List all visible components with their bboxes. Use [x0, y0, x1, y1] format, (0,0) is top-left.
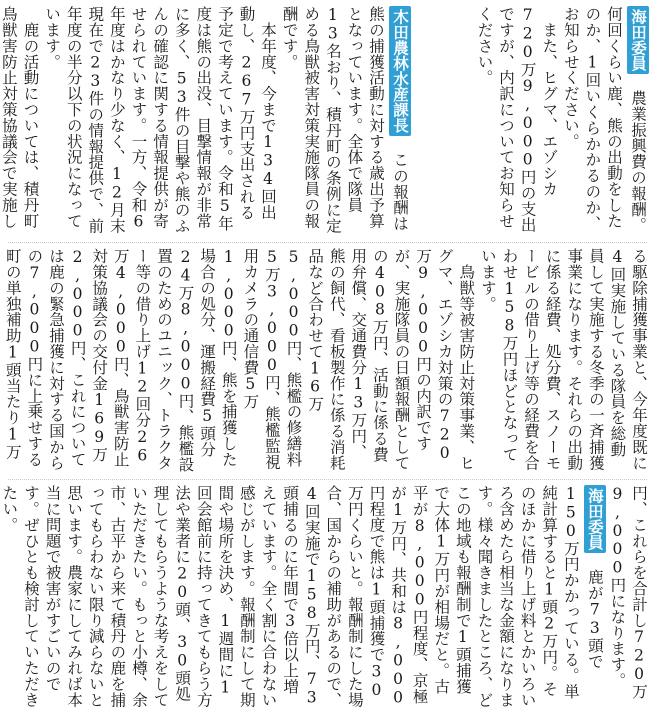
speaker-badge: 木田農林水産課長 [389, 6, 411, 136]
section-divider-1 [8, 242, 647, 243]
speaker-badge: 海田委員 [627, 6, 649, 74]
question-top-right [417, 6, 649, 236]
paragraph: 鹿が73頭で150万円かかっている。単純計算すると1頭2万円。そのほかに借り上げ料とかいろいろ含めたら相当な金額になります。様々聞きましたところ、どこの地域も報酬制で1頭捕獲で大体1万円が相場だと。古平が8,000円程度、京極が1万円、共和は8,000円程度で熊は1頭捕獲で30万円くらいと。報酬制にした場合、国からの補助があるので、4回実施で158万円、73頭捕るのに年間で3倍以上増えています。全く割に合わない感じがします。報酬制にして期間や場所を決め、1週間に1回会館前に持ってきてもらう方法や業者に20頭、30頭処理してもらうような考えをしていただきたい。もっと小樽、余市、古平から来て積丹の鹿を捕ってもらわない限り減らないと思います。農家にしてみれば本当に問題で被害がすごいのです。ぜひとも検討していただきたい。 [0, 485, 604, 708]
answer-middle [3, 248, 649, 473]
answer-top-left [0, 6, 411, 236]
paragraph: 鹿の活動については、積丹町鳥獣害防止対策協議会で実施し [0, 6, 40, 229]
paragraph: この報酬は熊の捕獲活動に対する歳出予算となっています。全体で隊員13名おり、積丹町の条例に定める鳥獣被害対策実施隊員の報酬です。 [280, 6, 409, 234]
bottom-section [0, 485, 649, 708]
paragraph: 鳥獣等被害防止対策事業、ヒグマ、エゾシカ対策の720万9,000円の内訳ですが、実施隊員の日額報酬としての408万円、活動に係る費用弁償、交通費分13万円、熊の飼代、看板製作に係る消耗品など合わせて16万5,000円、熊檻の修繕料5万3,000円、熊檻監視用カメラの通信費5万1,000円、熊を捕獲した場合の処分、運搬経費5頭分24万8,000円、熊檻設置のためのユニック、トラクター等の借り上げ12回分26万4,000円、鳥獣害防止対策協議会の交付金169万2,000円、これについては鹿の緊急捕獲に対する国からの7,000円に上乗せする町の単独補助1頭当たり1万 [3, 248, 476, 473]
paragraph: また、ヒグマ、エゾシカ720万9,000円の支出ですが、内訳についてお知らせください。 [475, 6, 559, 233]
paragraph: る駆除捕獲事業と、今年度既に4回実施している隊員を総動員して実施する冬季の一斉捕獲事業になります。それらの出動に係る経費、処分費、スノーモービルの借り上げ等の経費を合わせ158万円ほどとなっています。 [478, 248, 648, 471]
paragraph: 円、これらを合計し720万9,000円になります。 [608, 485, 648, 700]
speaker-badge: 海田委員 [584, 485, 606, 553]
paragraph: 農業振興費の報酬。何回くらい鹿、熊の出動をしたのか、1回いくらかかるのか、お知らせください。 [561, 6, 647, 233]
paragraph: 本年度、今まで134回出動し、267万円支出される予定で考えています。令和5年度は熊の出没、目撃情報が非常に多く、53件の目撃や熊のふんの確認に関する情報提供が寄せられています。一方、令和6年度はかなり少なく、12月末現在で23件の情報提供で、前年度の半分以下の状況になっています。 [43, 6, 278, 234]
section-divider-2 [8, 479, 647, 480]
